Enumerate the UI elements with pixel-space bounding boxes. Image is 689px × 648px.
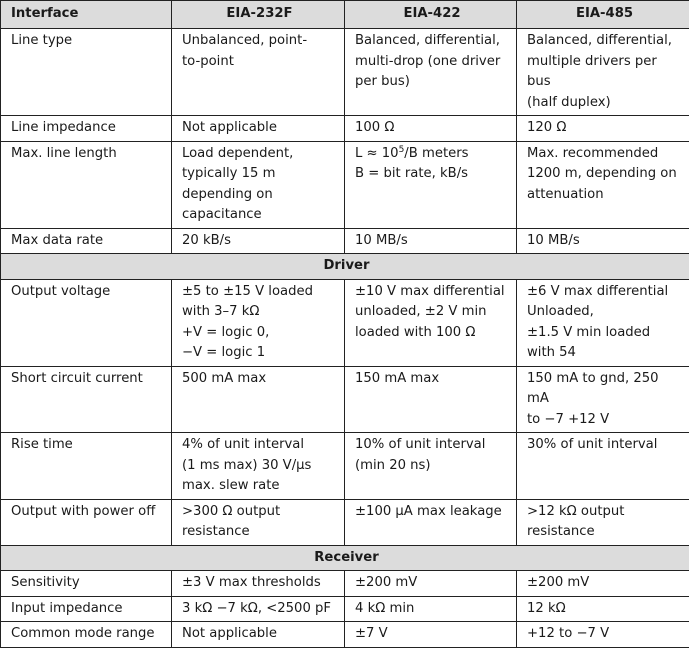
- row-label: Output voltage: [1, 279, 172, 366]
- row-label: Common mode range: [1, 622, 172, 648]
- cell-eia422: ±7 V: [345, 622, 517, 648]
- cell-eia485: 12 kΩ: [517, 596, 689, 622]
- header-eia422: EIA-422: [345, 1, 517, 29]
- row-label: Short circuit current: [1, 366, 172, 433]
- row-label: Max data rate: [1, 228, 172, 254]
- section-header-driver: [1, 254, 689, 280]
- cell-eia485: 30% of unit interval: [517, 433, 689, 500]
- cell-eia232: 3 kΩ −7 kΩ, <2500 pF: [172, 596, 345, 622]
- cell-eia422: 4 kΩ min: [345, 596, 517, 622]
- cell-eia422: Balanced, differential, multi-drop (one driver per bus): [345, 29, 517, 116]
- cell-eia422: ±100 μA max leakage: [345, 499, 517, 545]
- cell-eia422: 150 mA max: [345, 366, 517, 433]
- row-label: Max. line length: [1, 141, 172, 228]
- row-label: Sensitivity: [1, 571, 172, 597]
- cell-eia485: Max. recommended 1200 m, depending on attenuation: [517, 141, 689, 228]
- table-row: [1, 499, 689, 545]
- cell-eia232: ±3 V max thresholds: [172, 571, 345, 597]
- row-label: Rise time: [1, 433, 172, 500]
- table-header-row: [1, 1, 689, 29]
- cell-eia422: [345, 141, 517, 228]
- line-length-formula: L ≈ 10: [355, 146, 399, 161]
- line-length-exponent: 5: [399, 145, 405, 155]
- row-label: Line impedance: [1, 116, 172, 142]
- row-label: Input impedance: [1, 596, 172, 622]
- cell-eia422: ±10 V max differential unloaded, ±2 V min loaded with 100 Ω: [345, 279, 517, 366]
- table-row: [1, 279, 689, 366]
- cell-eia485: 120 Ω: [517, 116, 689, 142]
- row-label: Line type: [1, 29, 172, 116]
- cell-eia485: ±6 V max differential Unloaded, ±1.5 V min loaded with 54: [517, 279, 689, 366]
- table-row: [1, 571, 689, 597]
- cell-eia422: 10 MB/s: [345, 228, 517, 254]
- cell-eia485: 150 mA to gnd, 250 mA to −7 +12 V: [517, 366, 689, 433]
- table-row: [1, 433, 689, 500]
- cell-eia485: Balanced, differential, multiple drivers per bus (half duplex): [517, 29, 689, 116]
- cell-eia232: 4% of unit interval (1 ms max) 30 V/μs max. slew rate: [172, 433, 345, 500]
- cell-eia485: +12 to −7 V: [517, 622, 689, 648]
- header-eia485: EIA-485: [517, 1, 689, 29]
- cell-eia485: >12 kΩ output resistance: [517, 499, 689, 545]
- cell-eia232: 500 mA max: [172, 366, 345, 433]
- cell-eia232: ±5 to ±15 V loaded with 3–7 kΩ +V = logic 0, −V = logic 1: [172, 279, 345, 366]
- table-row: [1, 29, 689, 116]
- cell-eia422: ±200 mV: [345, 571, 517, 597]
- line-length-formula-suffix: /B meters B = bit rate, kB/s: [355, 146, 469, 182]
- section-title: Receiver: [1, 545, 689, 571]
- cell-eia422: 10% of unit interval (min 20 ns): [345, 433, 517, 500]
- cell-eia232: 20 kB/s: [172, 228, 345, 254]
- cell-eia232: Load dependent, typically 15 m depending on capacitance: [172, 141, 345, 228]
- cell-eia232: >300 Ω output resistance: [172, 499, 345, 545]
- table-row: [1, 622, 689, 648]
- table-row: [1, 141, 689, 228]
- cell-eia232: Not applicable: [172, 116, 345, 142]
- table-row: [1, 366, 689, 433]
- cell-eia232: Not applicable: [172, 622, 345, 648]
- table-row: [1, 116, 689, 142]
- cell-eia485: 10 MB/s: [517, 228, 689, 254]
- header-interface: Interface: [1, 1, 172, 29]
- section-title: Driver: [1, 254, 689, 280]
- table-row: [1, 596, 689, 622]
- cell-eia232: Unbalanced, point- to-point: [172, 29, 345, 116]
- table-row: [1, 228, 689, 254]
- cell-eia485: ±200 mV: [517, 571, 689, 597]
- row-label: Output with power off: [1, 499, 172, 545]
- section-header-receiver: [1, 545, 689, 571]
- header-eia232f: EIA-232F: [172, 1, 345, 29]
- cell-eia422: 100 Ω: [345, 116, 517, 142]
